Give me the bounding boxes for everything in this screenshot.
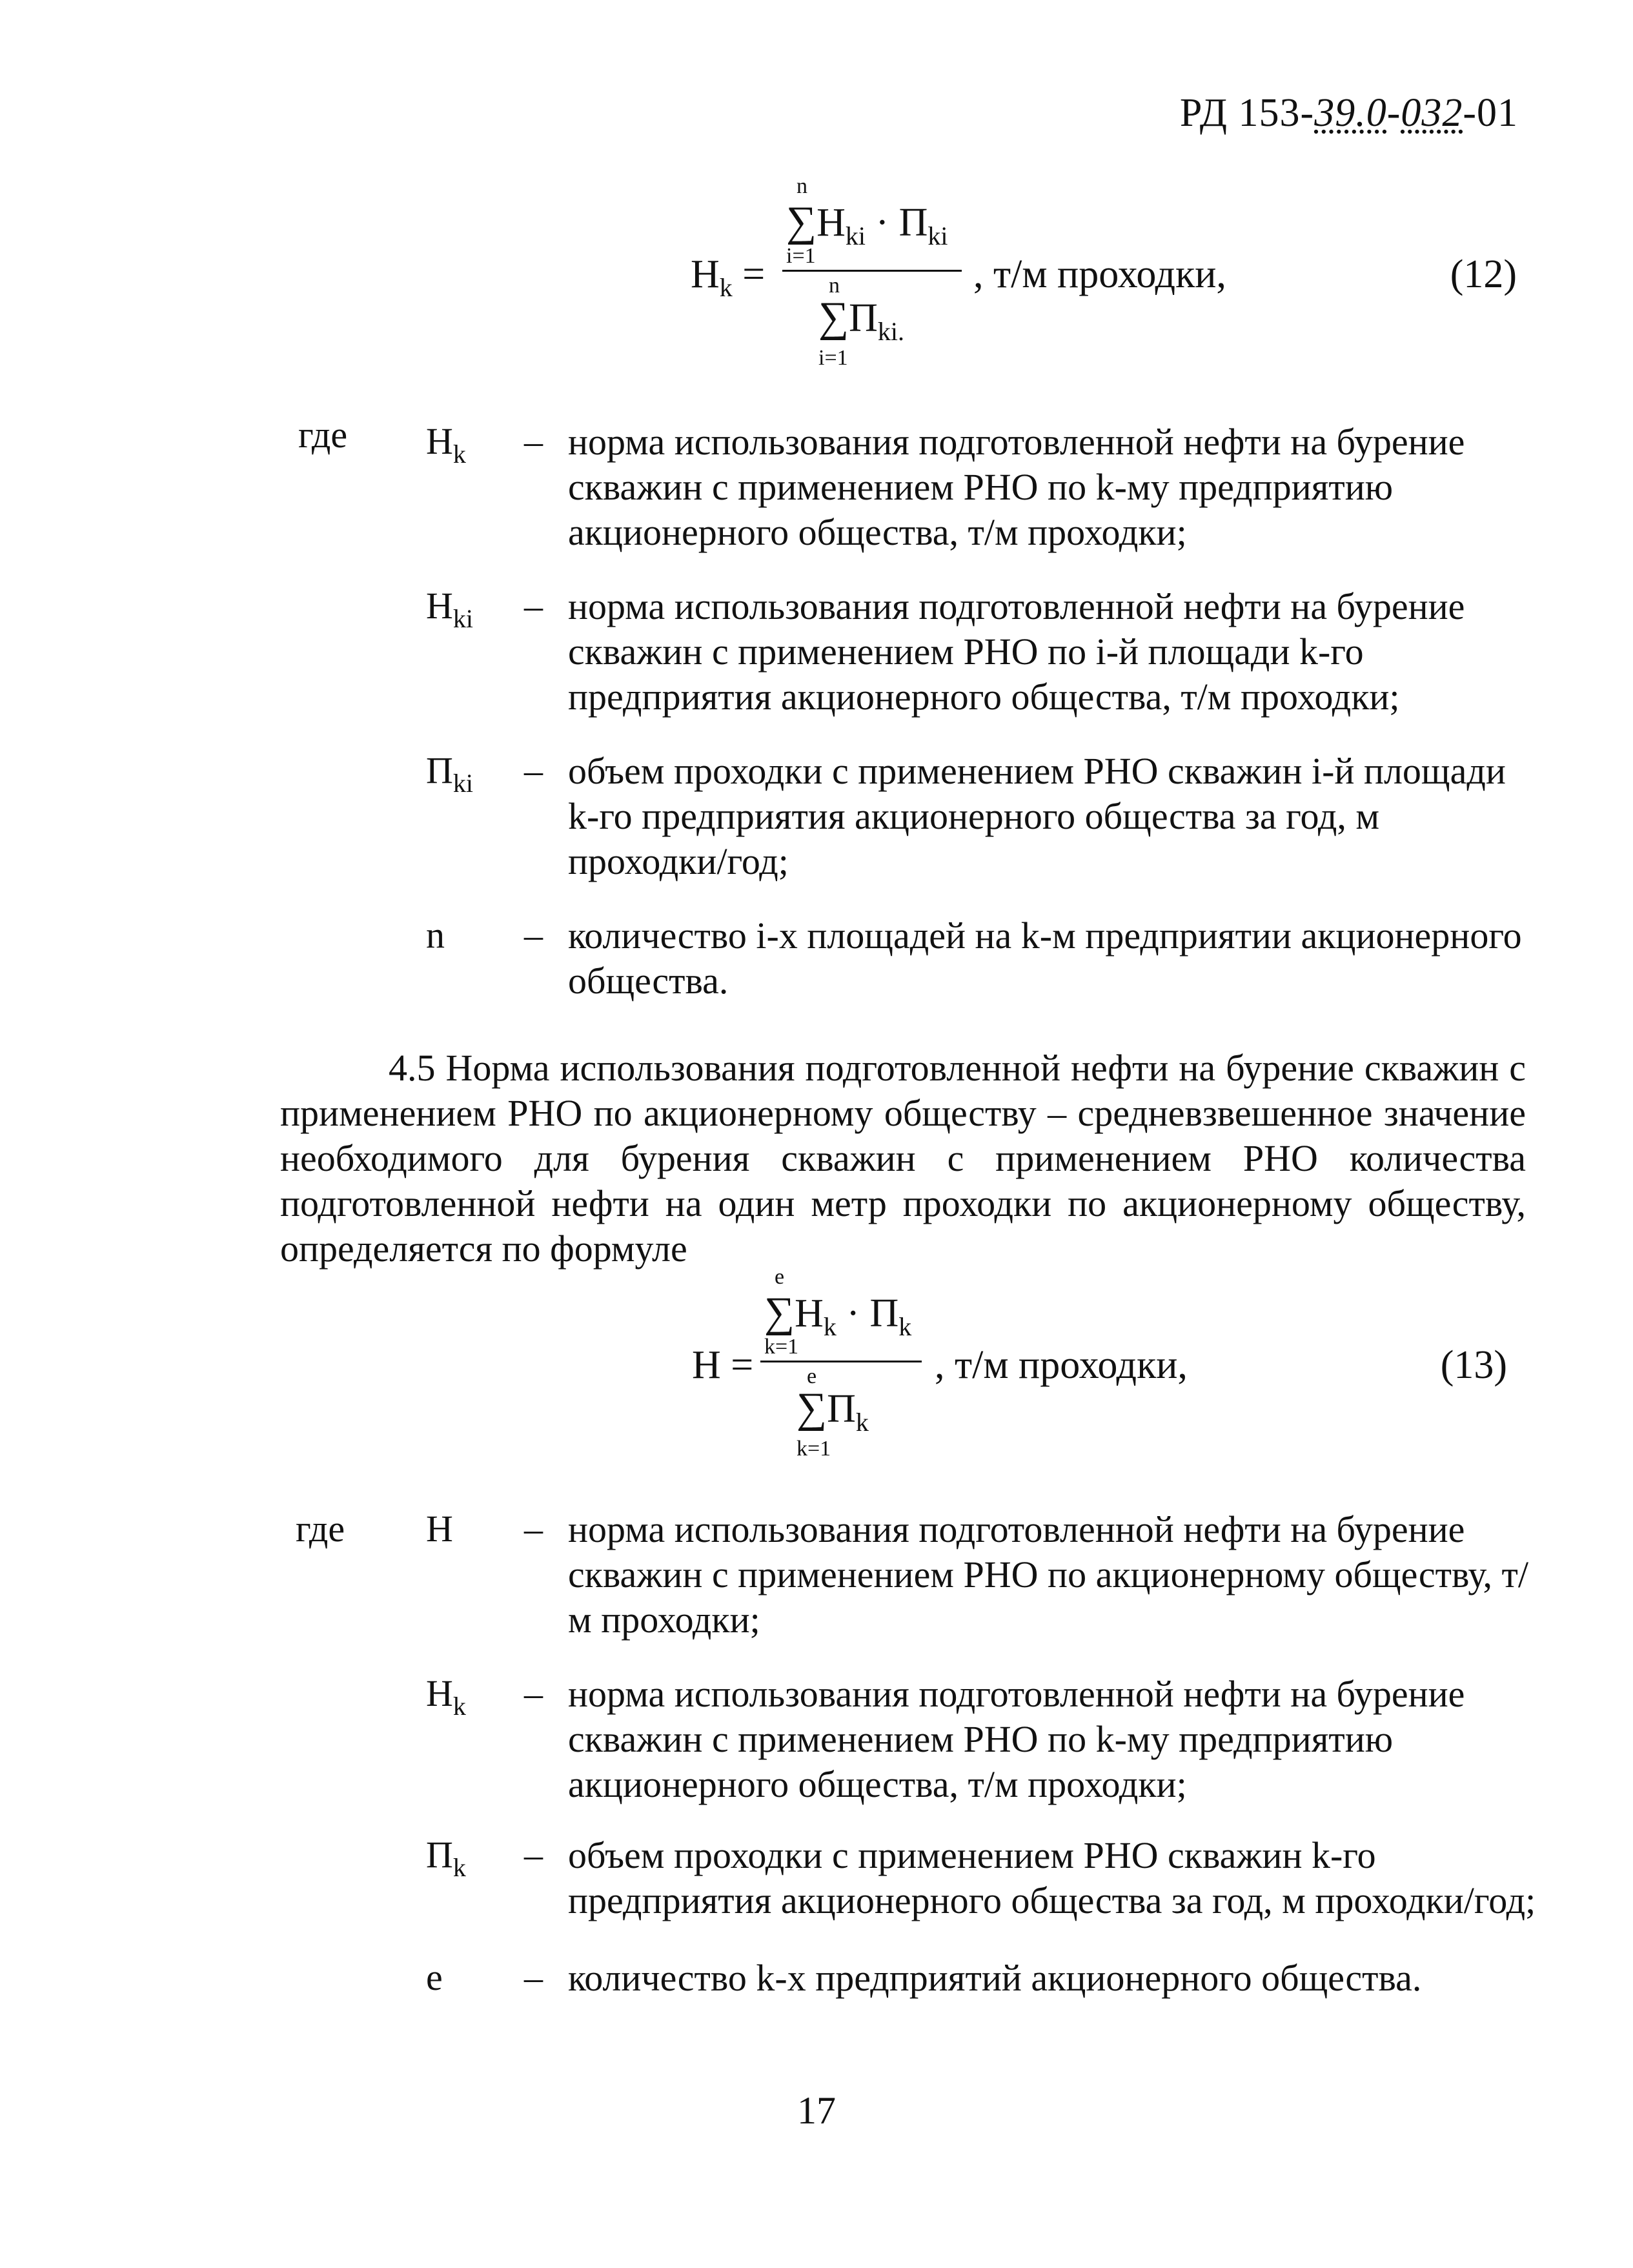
formula-13-num-sub1: k — [823, 1312, 837, 1341]
document-code-handwritten-2: 032 — [1401, 91, 1463, 135]
definitions-13-where: где — [296, 1508, 345, 1550]
formula-13-unit: , т/м проходки, — [935, 1343, 1188, 1387]
definition-text: объем проходки с применением РНО скважин k-го предприятия акционерного общества за год, м проходки/год; — [568, 1834, 1536, 1921]
formula-13-lhs-var: Н — [692, 1343, 721, 1387]
document-code-separator: - — [1386, 91, 1401, 135]
definition-text: объем проходки с применением РНО скважин i-й площади k-го предприятия акционерного общества за год, м проходки/год; — [568, 750, 1506, 882]
formula-12-numerator — [786, 197, 948, 251]
definition-dash: – — [524, 585, 543, 627]
formula-12-lhs — [691, 252, 765, 303]
definition-symbol: $Н_k$ — [426, 420, 466, 469]
formula-13-num-var1: Н — [795, 1291, 824, 1335]
formula-13-den-sub: k — [855, 1408, 869, 1437]
formula-12-den-sub: ki. — [877, 317, 904, 346]
formula-13-num-sigma: ∑ — [764, 1289, 795, 1336]
formula-12-fraction-bar — [782, 270, 962, 272]
formula-12-den-sum-lower: i=1 — [818, 346, 848, 370]
definitions-12-where: где — [298, 414, 348, 456]
definition-symbol: $П_{ki}$ — [426, 749, 474, 798]
document-code-handwritten-1: 39.0 — [1314, 91, 1387, 135]
formula-13-den-sum-upper: e — [807, 1364, 817, 1388]
definition-text: норма использования подготовленной нефти на бурение скважин с применением РНО по акционерному обществу, т/м проходки; — [568, 1508, 1529, 1641]
formula-12-equals: = — [742, 252, 766, 296]
definition-dash: – — [524, 420, 543, 462]
formula-13-denominator — [796, 1384, 869, 1437]
definition-dash: – — [524, 1834, 543, 1876]
definition-dash: – — [524, 1956, 543, 1998]
definition-text: норма использования подготовленной нефти на бурение скважин с применением РНО по i-й площади k-го предприятия акционерного общества, т/м проходки; — [568, 585, 1465, 718]
document-code-prefix: РД 153- — [1179, 91, 1315, 135]
formula-13-den-var: П — [827, 1387, 856, 1431]
formula-12-num-sigma: ∑ — [786, 198, 817, 245]
document-code — [1180, 90, 1518, 136]
document-code-suffix: -01 — [1463, 91, 1518, 135]
definition-text: количество k-х предприятий акционерного общества. — [568, 1957, 1422, 1999]
paragraph-4-5: 4.5 Норма использования подготовленной нефти на бурение скважин с применением РНО по акционерному обществу – средневзвешенное значение необходимого для бурения скважин с применением РНО количества подготовленной нефти на один метр проходки по акционерному обществу, определяется по формуле — [280, 1047, 1526, 1270]
formula-13-num-dot: · — [846, 1291, 860, 1335]
formula-12-unit: , т/м проходки, — [973, 252, 1226, 296]
definition-dash: – — [524, 914, 543, 956]
definition-symbol: $Н_k$ — [426, 1672, 466, 1721]
formula-12 — [0, 168, 1633, 381]
definition-symbol: $П_k$ — [426, 1834, 466, 1882]
formula-12-denominator — [818, 293, 904, 347]
formula-13-num-sum-lower: k=1 — [764, 1335, 799, 1359]
formula-12-num-dot: · — [875, 201, 889, 245]
definition-text: количество i-х площадей на k-м предприятии акционерного общества. — [568, 915, 1522, 1002]
definition-text: норма использования подготовленной нефти на бурение скважин с применением РНО по k-му предприятию акционерного общества, т/м проходки; — [568, 421, 1465, 553]
formula-12-den-var: П — [849, 296, 878, 340]
formula-13-num-sum-upper: e — [775, 1265, 785, 1289]
formula-13-equals: = — [731, 1343, 754, 1387]
definition-dash: – — [524, 1508, 543, 1550]
formula-13-num-sub2: k — [898, 1312, 912, 1341]
definition-symbol: Н — [426, 1508, 453, 1550]
formula-13-number: (13) — [1440, 1343, 1507, 1387]
formula-13 — [0, 1259, 1633, 1472]
formula-13-fraction — [760, 1259, 935, 1472]
definition-symbol: e — [426, 1956, 443, 1998]
formula-12-den-sigma: ∑ — [818, 294, 849, 341]
formula-13-lhs — [692, 1342, 753, 1388]
formula-13-num-var2: П — [869, 1291, 899, 1335]
formula-12-num-var2: П — [898, 201, 928, 245]
formula-12-fraction — [782, 168, 969, 381]
page-number: 17 — [797, 2089, 836, 2132]
formula-12-lhs-sub: k — [719, 273, 733, 302]
formula-12-num-sub2: ki — [928, 221, 948, 250]
formula-13-den-sum-lower: k=1 — [796, 1437, 831, 1461]
formula-13-den-sigma: ∑ — [796, 1384, 827, 1432]
definition-dash: – — [524, 1672, 543, 1714]
definition-dash: – — [524, 749, 543, 791]
formula-12-num-sum-lower: i=1 — [786, 244, 816, 268]
formula-12-num-var1: Н — [817, 201, 846, 245]
formula-12-den-sum-upper: n — [829, 274, 840, 298]
formula-13-fraction-bar — [760, 1361, 922, 1362]
definition-symbol: $Н_{ki}$ — [426, 585, 474, 633]
formula-13-numerator — [764, 1288, 911, 1342]
formula-12-num-sum-upper: n — [796, 174, 807, 198]
definition-symbol: n — [426, 914, 445, 956]
definition-text: норма использования подготовленной нефти на бурение скважин с применением РНО по k-му предприятию акционерного общества, т/м проходки; — [568, 1673, 1465, 1805]
formula-12-number: (12) — [1450, 252, 1517, 296]
formula-12-lhs-var: Н — [691, 252, 720, 296]
formula-12-num-sub1: ki — [845, 221, 866, 250]
